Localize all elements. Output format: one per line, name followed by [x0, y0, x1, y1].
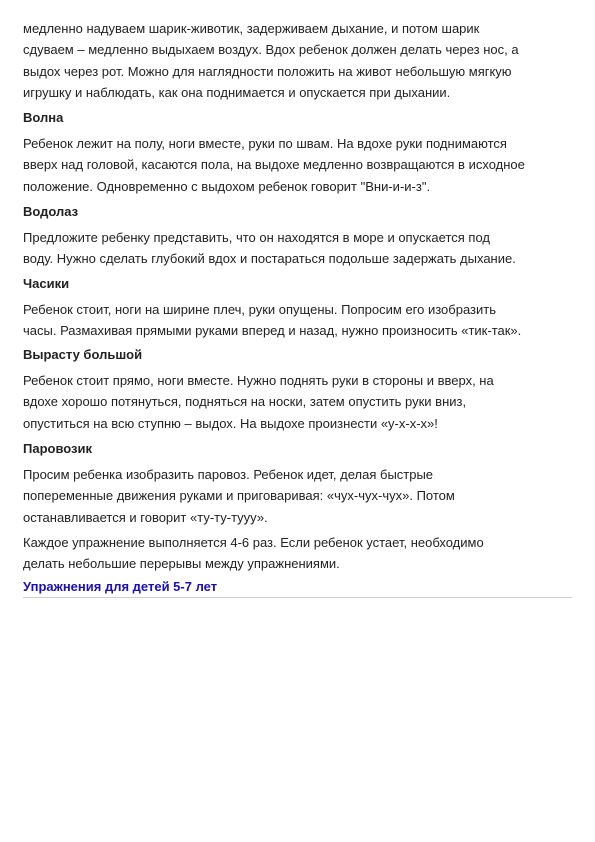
text-line: останавливается и говорит «ту-ту-тууу».: [23, 509, 268, 525]
text-line: Предложите ребенку представить, что он находятся в море и опускается под: [23, 230, 490, 245]
section-heading-chasiki: Часики: [23, 276, 70, 291]
section-heading-vyrastu-bolshoy: Вырасту большой: [23, 347, 143, 362]
text-line: положение. Одновременно с выдохом ребенок говорит "Вни-и-и-з".: [23, 178, 431, 194]
text-line: медленно надуваем шарик-животик, задерживаем дыхание, и потом шарик: [23, 21, 480, 36]
intro-paragraph: [23, 18, 575, 103]
section-paragraph-chasiki: [23, 299, 575, 342]
text-line: вдохе хорошо потянуться, подняться на носки, затем опустить руки вниз,: [23, 394, 467, 410]
text-line: игрушку и наблюдать, как она поднимается и опускается при дыхании.: [23, 84, 451, 100]
horizontal-divider: [23, 597, 572, 598]
text-line: часы. Размахивая прямыми руками вперед и назад, нужно произносить «тик-так».: [23, 323, 522, 339]
text-line: Просим ребенка изобразить паровоз. Ребенок идет, делая быстрые: [23, 467, 434, 482]
text-line: сдуваем – медленно выдыхаем воздух. Вдох ребенок должен делать через нос, а: [23, 42, 519, 58]
text-line: попеременные движения руками и приговаривая: «чух-чух-чух». Потом: [23, 488, 455, 504]
section-paragraph-vodolaz: [23, 227, 575, 270]
section-paragraph-volna: [23, 133, 575, 197]
text-line: опуститься на всю ступню – выдох. На выдохе произнести «у-х-х-х»!: [23, 415, 438, 431]
section-paragraph-parovozik: [23, 464, 575, 528]
closing-paragraph: [23, 532, 575, 575]
text-line: делать небольшие перерывы между упражнениями.: [23, 556, 340, 572]
text-line: воду. Нужно сделать глубокий вдох и постараться подольше задержать дыхание.: [23, 251, 516, 267]
text-line: выдох через рот. Можно для наглядности положить на живот небольшую мягкую: [23, 63, 512, 79]
text-line: Ребенок лежит на полу, ноги вместе, руки по швам. На вдохе руки поднимаются: [23, 136, 507, 151]
section-heading-vodolaz: Водолаз: [23, 204, 79, 219]
section-heading-volna: Волна: [23, 110, 64, 125]
text-line: Ребенок стоит, ноги на ширине плеч, руки опущены. Попросим его изобразить: [23, 302, 496, 317]
text-line: Ребенок стоит прямо, ноги вместе. Нужно поднять руки в стороны и вверх, на: [23, 373, 494, 388]
exercises-5-7-link[interactable]: Упражнения для детей 5-7 лет: [23, 579, 218, 594]
text-line: Каждое упражнение выполняется 4-6 раз. Если ребенок устает, необходимо: [23, 535, 484, 550]
section-paragraph-vyrastu-bolshoy: [23, 370, 575, 434]
section-heading-parovozik: Паровозик: [23, 441, 93, 456]
text-line: вверх над головой, касаются пола, на выдохе медленно возвращаются в исходное: [23, 157, 525, 173]
